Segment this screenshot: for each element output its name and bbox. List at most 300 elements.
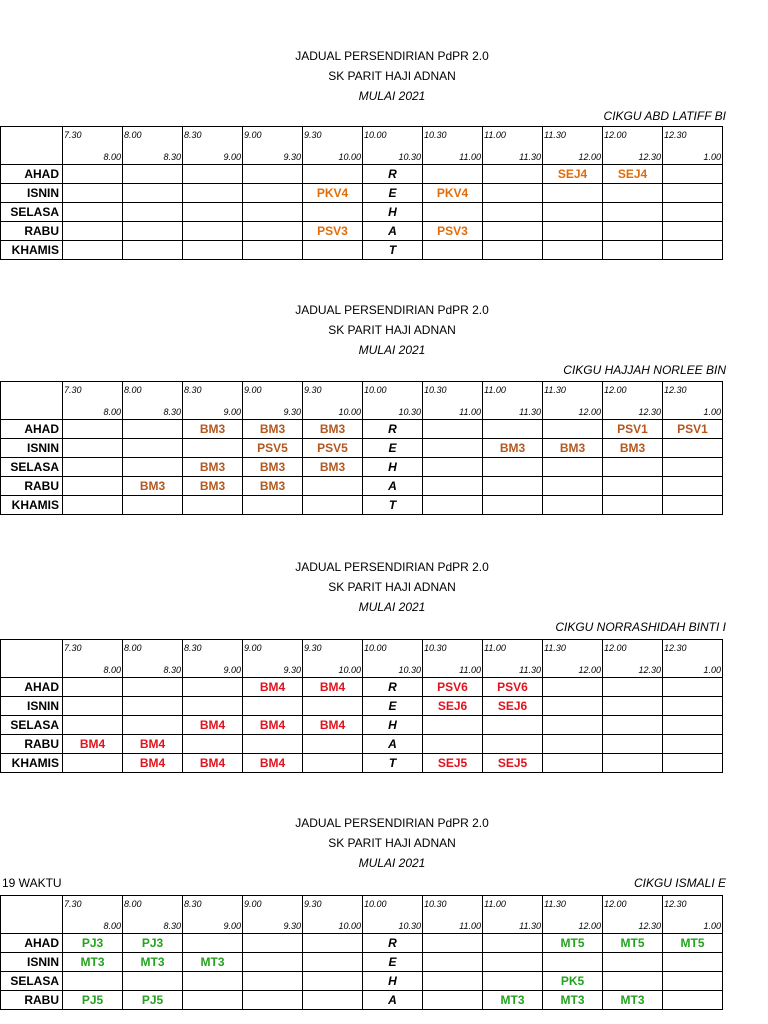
slot-end: 8.30 [163,665,181,675]
slot-end: 10.30 [398,665,421,675]
header-line1: JADUAL PERSENDIRIAN PdPR 2.0 [295,816,489,830]
empty-cell [123,222,183,241]
time-slot-header [363,896,423,934]
table-row [1,241,723,260]
slot-end: 11.00 [459,152,481,162]
empty-cell [123,716,183,735]
empty-cell [663,241,723,260]
table-row [1,953,723,972]
slot-start: 9.00 [244,385,262,395]
slot-end: 8.00 [103,921,121,931]
day-label: RABU [1,991,63,1010]
time-slot-header [363,382,423,420]
empty-cell [63,477,123,496]
empty-cell [63,496,123,515]
empty-cell [243,184,303,203]
subject-cell: BM3 [303,420,363,439]
header-line3: MULAI 2021 [358,600,426,614]
slot-end: 11.30 [519,152,541,162]
subject-cell: PSV3 [303,222,363,241]
rehat-cell: E [363,697,423,716]
time-slot-header [663,382,723,420]
slot-start: 7.30 [64,899,82,909]
rehat-cell: R [363,678,423,697]
slot-end: 8.00 [103,152,121,162]
empty-cell [423,496,483,515]
empty-cell [423,241,483,260]
slot-start: 12.00 [604,899,627,909]
empty-cell [663,972,723,991]
empty-cell [123,165,183,184]
empty-cell [603,735,663,754]
subject-cell: BM4 [123,735,183,754]
time-slot-header [243,382,303,420]
corner-cell [1,382,63,420]
rehat-cell: A [363,991,423,1010]
empty-cell [663,477,723,496]
subject-cell: BM3 [543,439,603,458]
slot-end: 9.00 [223,921,241,931]
slot-end: 8.00 [103,407,121,417]
slot-end: 12.30 [638,921,661,931]
slot-end: 1.00 [703,407,721,417]
slot-end: 12.00 [578,665,601,675]
table-row [1,735,723,754]
corner-cell [1,127,63,165]
slot-start: 9.00 [244,899,262,909]
table-row [1,203,723,222]
slot-start: 11.30 [544,643,566,653]
empty-cell [303,953,363,972]
empty-cell [423,420,483,439]
table-row [1,222,723,241]
day-label: SELASA [1,972,63,991]
subject-cell: SEJ5 [423,754,483,773]
empty-cell [663,953,723,972]
table-row [1,972,723,991]
slot-end: 10.30 [398,921,421,931]
header-line1: JADUAL PERSENDIRIAN PdPR 2.0 [295,560,489,574]
slot-start: 8.30 [184,643,202,653]
subject-cell: PJ5 [123,991,183,1010]
slot-end: 12.00 [578,407,601,417]
empty-cell [303,735,363,754]
empty-cell [543,953,603,972]
time-slot-header [303,640,363,678]
subject-cell: MT3 [63,953,123,972]
empty-cell [63,241,123,260]
slot-start: 8.30 [184,130,202,140]
slot-end: 10.30 [398,407,421,417]
slot-end: 8.30 [163,407,181,417]
empty-cell [543,496,603,515]
subject-cell: BM4 [303,678,363,697]
time-slot-header [483,127,543,165]
empty-cell [243,222,303,241]
empty-cell [603,477,663,496]
time-slot-header [363,640,423,678]
empty-cell [483,165,543,184]
day-label: SELASA [1,203,63,222]
slot-start: 12.00 [604,130,627,140]
day-label: KHAMIS [1,241,63,260]
subject-cell: SEJ4 [603,165,663,184]
empty-cell [243,697,303,716]
time-slot-header [183,382,243,420]
time-slot-header [663,640,723,678]
empty-cell [483,934,543,953]
subject-cell: BM3 [243,458,303,477]
empty-cell [483,184,543,203]
empty-cell [663,496,723,515]
empty-cell [303,991,363,1010]
slot-start: 12.30 [664,899,687,909]
empty-cell [123,697,183,716]
rehat-cell: E [363,953,423,972]
time-slot-header [243,127,303,165]
subject-cell: BM4 [243,678,303,697]
empty-cell [663,165,723,184]
empty-cell [243,241,303,260]
empty-cell [243,203,303,222]
slot-start: 10.30 [424,899,447,909]
subject-cell: MT3 [183,953,243,972]
empty-cell [183,934,243,953]
slot-end: 12.00 [578,152,601,162]
empty-cell [183,222,243,241]
slot-start: 12.30 [664,385,687,395]
empty-cell [63,420,123,439]
empty-cell [423,203,483,222]
rehat-cell: T [363,754,423,773]
slot-start: 10.00 [364,130,387,140]
empty-cell [123,439,183,458]
day-label: ISNIN [1,953,63,972]
table-row [1,991,723,1010]
empty-cell [423,953,483,972]
subject-cell: SEJ5 [483,754,543,773]
empty-cell [663,991,723,1010]
slot-end: 9.30 [283,665,301,675]
empty-cell [603,716,663,735]
empty-cell [603,697,663,716]
slot-start: 8.30 [184,899,202,909]
slot-start: 8.00 [124,130,142,140]
empty-cell [423,972,483,991]
slot-start: 9.30 [304,130,322,140]
time-slot-header [603,896,663,934]
empty-cell [63,972,123,991]
subject-cell: BM3 [183,477,243,496]
time-slot-header [123,382,183,420]
slot-start: 11.00 [484,385,506,395]
empty-cell [483,458,543,477]
table-row [1,754,723,773]
time-slot-header [63,640,123,678]
subject-cell: PSV1 [663,420,723,439]
time-slot-header [303,382,363,420]
slot-start: 7.30 [64,385,82,395]
empty-cell [603,241,663,260]
empty-cell [303,241,363,260]
timetable [0,895,723,1010]
subject-cell: BM4 [303,716,363,735]
empty-cell [483,716,543,735]
subject-cell: MT3 [603,991,663,1010]
empty-cell [543,222,603,241]
header-line2: SK PARIT HAJI ADNAN [328,323,456,337]
empty-cell [63,678,123,697]
empty-cell [303,203,363,222]
header-line3: MULAI 2021 [358,856,426,870]
empty-cell [303,754,363,773]
empty-cell [243,934,303,953]
subject-cell: BM4 [243,754,303,773]
slot-start: 11.30 [544,899,566,909]
empty-cell [63,458,123,477]
slot-end: 9.00 [223,665,241,675]
slot-start: 12.00 [604,643,627,653]
subject-cell: SEJ6 [423,697,483,716]
slot-end: 10.30 [398,152,421,162]
corner-cell [1,640,63,678]
subject-cell: BM4 [243,716,303,735]
table-row [1,496,723,515]
subject-cell: PJ3 [63,934,123,953]
subject-cell: PJ5 [63,991,123,1010]
empty-cell [663,697,723,716]
rehat-cell: A [363,735,423,754]
empty-cell [663,439,723,458]
empty-cell [243,496,303,515]
subject-cell: BM4 [123,754,183,773]
header-line3: MULAI 2021 [358,89,426,103]
slot-end: 9.30 [283,152,301,162]
time-slot-header [483,382,543,420]
empty-cell [603,458,663,477]
subject-cell: MT3 [543,991,603,1010]
schedule-header [0,813,768,873]
subject-cell: PK5 [543,972,603,991]
time-slot-header [183,640,243,678]
slot-end: 11.00 [459,921,481,931]
subject-cell: BM3 [603,439,663,458]
empty-cell [603,754,663,773]
day-label: SELASA [1,458,63,477]
teacher-name: CIKGU HAJJAH NORLEE BIN [563,363,726,377]
rehat-cell: R [363,420,423,439]
rehat-cell: E [363,439,423,458]
empty-cell [543,477,603,496]
slot-start: 10.00 [364,385,387,395]
empty-cell [483,203,543,222]
day-label: AHAD [1,934,63,953]
timetable [0,639,723,773]
subject-cell: BM3 [483,439,543,458]
subject-cell: BM3 [243,420,303,439]
slot-start: 10.00 [364,643,387,653]
empty-cell [123,203,183,222]
time-slot-header [423,382,483,420]
header-line1: JADUAL PERSENDIRIAN PdPR 2.0 [295,49,489,63]
slot-end: 8.00 [103,665,121,675]
time-slot-header [183,896,243,934]
empty-cell [483,496,543,515]
slot-start: 10.30 [424,643,447,653]
empty-cell [663,458,723,477]
empty-cell [303,934,363,953]
empty-cell [63,203,123,222]
corner-cell [1,896,63,934]
subject-cell: PSV6 [423,678,483,697]
table-row [1,184,723,203]
day-label: ISNIN [1,439,63,458]
slot-start: 8.00 [124,643,142,653]
empty-cell [63,754,123,773]
time-slot-header [63,896,123,934]
time-slot-header [243,640,303,678]
empty-cell [63,222,123,241]
empty-cell [543,697,603,716]
slot-start: 11.30 [544,130,566,140]
time-slot-header [663,896,723,934]
empty-cell [63,697,123,716]
empty-cell [63,439,123,458]
subject-cell: PSV1 [603,420,663,439]
time-slot-header [603,127,663,165]
empty-cell [423,991,483,1010]
empty-cell [603,972,663,991]
slot-end: 1.00 [703,665,721,675]
subject-cell: PJ3 [123,934,183,953]
time-slot-header [183,127,243,165]
table-row [1,678,723,697]
empty-cell [183,972,243,991]
empty-cell [303,697,363,716]
empty-cell [663,735,723,754]
empty-cell [483,477,543,496]
teacher-name: CIKGU NORRASHIDAH BINTI I [555,620,726,634]
subject-cell: BM3 [243,477,303,496]
rehat-cell: H [363,716,423,735]
empty-cell [183,697,243,716]
time-slot-header [423,896,483,934]
slot-start: 8.30 [184,385,202,395]
empty-cell [63,716,123,735]
timetable [0,381,723,515]
empty-cell [423,934,483,953]
subject-cell: SEJ4 [543,165,603,184]
timetable [0,126,723,260]
empty-cell [183,991,243,1010]
time-slot-header [423,640,483,678]
empty-cell [663,184,723,203]
empty-cell [123,496,183,515]
subject-cell: BM4 [183,754,243,773]
empty-cell [543,716,603,735]
rehat-cell: R [363,934,423,953]
empty-cell [243,991,303,1010]
empty-cell [183,439,243,458]
slot-start: 10.30 [424,385,447,395]
slot-end: 1.00 [703,152,721,162]
rehat-cell: H [363,203,423,222]
empty-cell [63,165,123,184]
empty-cell [243,735,303,754]
slot-start: 8.00 [124,385,142,395]
empty-cell [543,754,603,773]
subject-cell: BM3 [123,477,183,496]
slot-start: 11.00 [484,643,506,653]
rehat-cell: H [363,972,423,991]
table-row [1,439,723,458]
slot-end: 11.00 [459,407,481,417]
empty-cell [123,420,183,439]
empty-cell [303,165,363,184]
empty-cell [543,203,603,222]
slot-end: 12.30 [638,152,661,162]
header-line1: JADUAL PERSENDIRIAN PdPR 2.0 [295,303,489,317]
slot-start: 11.00 [484,899,506,909]
empty-cell [303,477,363,496]
empty-cell [603,678,663,697]
subject-cell: MT5 [543,934,603,953]
time-slot-header [543,382,603,420]
time-slot-header [243,896,303,934]
empty-cell [483,241,543,260]
empty-cell [663,716,723,735]
empty-cell [183,735,243,754]
slot-start: 11.30 [544,385,566,395]
empty-cell [243,972,303,991]
table-row [1,697,723,716]
slot-end: 12.30 [638,407,661,417]
slot-start: 11.00 [484,130,506,140]
time-slot-header [303,127,363,165]
empty-cell [183,184,243,203]
empty-cell [543,420,603,439]
schedule-header [0,46,768,106]
empty-cell [423,477,483,496]
slot-end: 12.00 [578,921,601,931]
empty-cell [603,184,663,203]
empty-cell [483,972,543,991]
slot-start: 9.00 [244,643,262,653]
empty-cell [243,953,303,972]
empty-cell [663,678,723,697]
slot-start: 8.00 [124,899,142,909]
empty-cell [63,184,123,203]
empty-cell [603,222,663,241]
subject-cell: BM3 [183,458,243,477]
slot-end: 11.00 [459,665,481,675]
empty-cell [183,165,243,184]
empty-cell [483,420,543,439]
rehat-cell: R [363,165,423,184]
header-line2: SK PARIT HAJI ADNAN [328,69,456,83]
day-label: RABU [1,477,63,496]
day-label: SELASA [1,716,63,735]
time-slot-header [543,640,603,678]
time-slot-header [63,382,123,420]
slot-end: 11.30 [519,665,541,675]
time-slot-header [363,127,423,165]
slot-start: 9.30 [304,385,322,395]
time-slot-header [543,896,603,934]
slot-start: 12.30 [664,643,687,653]
empty-cell [123,184,183,203]
time-slot-header [543,127,603,165]
